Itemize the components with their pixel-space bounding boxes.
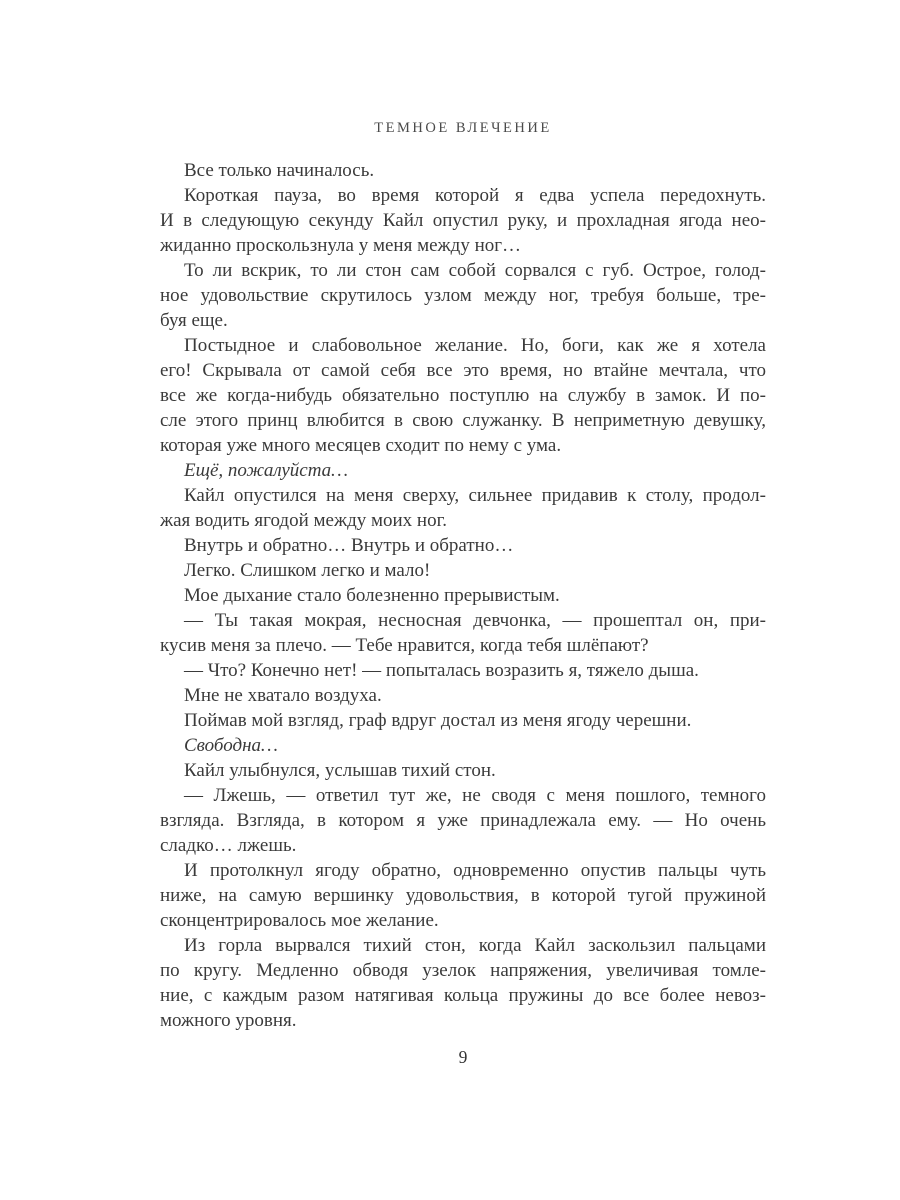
text-line: Мне не хватало воздуха. <box>184 685 382 706</box>
paragraph <box>160 708 766 733</box>
text-line: все же когда-нибудь обязательно поступлю на службу в замок. И по- <box>160 385 766 406</box>
text-line: Все только начиналось. <box>184 160 375 181</box>
text-line: его! Скрывала от самой себя все это время, но втайне мечтала, что <box>160 360 766 381</box>
text-line: Внутрь и обратно… Внутрь и обратно… <box>184 535 514 556</box>
text-line: Из горла вырвался тихий стон, когда Кайл заскользил пальцами <box>184 935 766 956</box>
paragraph <box>160 608 766 658</box>
text-line: ние, с каждым разом натягивая кольца пружины до все более невоз- <box>160 985 766 1006</box>
paragraph <box>160 533 766 558</box>
text-line: кусив меня за плечо. — Тебе нравится, когда тебя шлёпают? <box>160 635 649 656</box>
text-line: Мое дыхание стало болезненно прерывистым. <box>184 585 560 606</box>
paragraph <box>160 733 766 758</box>
page-number: 9 <box>458 1047 468 1067</box>
paragraph <box>160 658 766 683</box>
text-line: которая уже много месяцев сходит по нему с ума. <box>160 435 562 456</box>
text-line: Поймав мой взгляд, граф вдруг достал из меня ягоду черешни. <box>184 710 692 731</box>
text-line: — Что? Конечно нет! — попыталась возразить я, тяжело дыша. <box>184 660 699 681</box>
paragraph <box>160 583 766 608</box>
paragraph <box>160 558 766 583</box>
text-line: — Лжешь, — ответил тут же, не сводя с меня пошлого, темного <box>184 785 766 806</box>
text-line: Кайл опустился на меня сверху, сильнее придавив к столу, продол- <box>184 485 766 506</box>
text-line: Легко. Слишком легко и мало! <box>184 560 431 581</box>
paragraph <box>160 858 766 933</box>
paragraph <box>160 933 766 1033</box>
text-line: взгляда. Взгляда, в котором я уже принадлежала ему. — Но очень <box>160 810 766 831</box>
text-line: по кругу. Медленно обводя узелок напряжения, увеличивая томле- <box>160 960 766 981</box>
text-line: жиданно проскользнула у меня между ног… <box>160 235 522 256</box>
text-line: сладко… лжешь. <box>160 835 297 856</box>
text-line: буя еще. <box>160 310 228 331</box>
paragraph <box>160 783 766 858</box>
text-line: Постыдное и слабовольное желание. Но, боги, как же я хотела <box>184 335 766 356</box>
text-line: жая водить ягодой между моих ног. <box>160 510 448 531</box>
text-line: Ещё, пожалуйста… <box>184 460 349 481</box>
paragraph <box>160 333 766 458</box>
text-line: ниже, на самую вершинку удовольствия, в которой тугой пружиной <box>160 885 766 906</box>
paragraph <box>160 683 766 708</box>
paragraph <box>160 758 766 783</box>
paragraph <box>160 158 766 183</box>
paragraph <box>160 258 766 333</box>
running-header: ТЕМНОЕ ВЛЕЧЕНИЕ <box>374 120 552 136</box>
paragraph <box>160 183 766 258</box>
paragraph <box>160 483 766 533</box>
text-line: Свободна… <box>184 735 278 756</box>
text-line: Короткая пауза, во время которой я едва успела передохнуть. <box>184 185 766 206</box>
body-text <box>160 158 766 1033</box>
paragraph <box>160 458 766 483</box>
text-line: И протолкнул ягоду обратно, одновременно опустив пальцы чуть <box>184 860 766 881</box>
text-line: — Ты такая мокрая, несносная девчонка, — прошептал он, при- <box>184 610 766 631</box>
text-line: сконцентрировалось мое желание. <box>160 910 439 931</box>
text-line: можного уровня. <box>160 1010 297 1031</box>
text-line: И в следующую секунду Кайл опустил руку, и прохладная ягода нео- <box>160 210 766 231</box>
text-line: То ли вскрик, то ли стон сам собой сорвался с губ. Острое, голод- <box>184 260 766 281</box>
text-line: Кайл улыбнулся, услышав тихий стон. <box>184 760 496 781</box>
text-line: ное удовольствие скрутилось узлом между ног, требуя больше, тре- <box>160 285 766 306</box>
text-line: сле этого принц влюбится в свою служанку. В неприметную девушку, <box>160 410 766 431</box>
